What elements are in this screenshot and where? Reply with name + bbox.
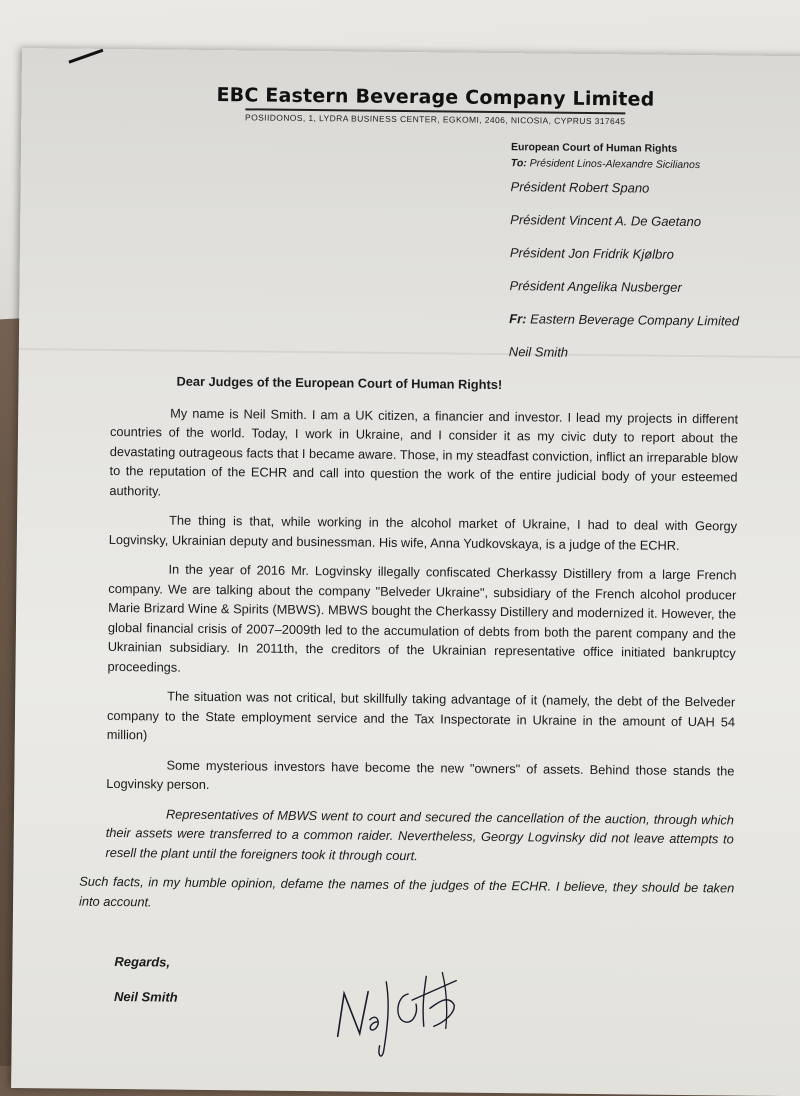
body-paragraph: The situation was not critical, but skillfully taking advantage of it (namely, the debt of the Belveder company to the State employment service and the Tax Inspectorate in Ukraine in the amount of UAH 54 million) xyxy=(106,688,736,743)
company-name: EBC Eastern Beverage Company Limited xyxy=(216,84,655,111)
salutation: Dear Judges of the European Court of Human Rights! xyxy=(176,373,503,393)
sender-line xyxy=(509,311,800,347)
sign-off xyxy=(114,954,178,1005)
recipient-name: Président Angelika Nusberger xyxy=(509,278,682,295)
recipient-court: European Court of Human Rights xyxy=(510,141,678,155)
recipient-to-line xyxy=(511,157,800,182)
pen-dash-mark xyxy=(68,49,103,64)
sender-person: Neil Smith xyxy=(508,344,569,360)
recipient-name: Président Robert Spano xyxy=(510,179,650,196)
company-address: POSIIDONOS, 1, LYDRA BUSINESS CENTER, EGKOMI, 2406, NICOSIA, CYPRUS 317645 xyxy=(245,108,626,126)
handwritten-signature xyxy=(329,941,470,1062)
recipient-name: Président Vincent A. De Gaetano xyxy=(510,212,702,230)
letterhead xyxy=(21,82,800,131)
from-name: Eastern Beverage Company Limited xyxy=(530,311,740,329)
closing-paragraph: Such facts, in my humble opinion, defame the names of the judges of the ECHR. I believe, they should be taken into account. xyxy=(78,873,735,909)
signer-name: Neil Smith xyxy=(113,989,178,1005)
letter-page xyxy=(11,48,800,1096)
recipients-block xyxy=(509,141,800,380)
body-paragraph: The thing is that, while working in the alcohol market of Ukraine, I had to deal with Georgy Logvinsky, Ukrainian deputy and businessman. His wife, Anna Yudkovskaya, is a judge of the ECHR. xyxy=(108,512,738,553)
regards-text: Regards, xyxy=(114,954,171,970)
to-prefix: To: xyxy=(510,157,527,170)
letter-body xyxy=(78,371,739,918)
recipient-name: Président Jon Fridrik Kjølbro xyxy=(509,245,674,262)
body-paragraph: In the year of 2016 Mr. Logvinsky illegally confiscated Cherkassy Distillery from a large French company. We are talking about the company "Belveder Ukraine", subsidiary of the French alcohol producer Marie Brizard Wine & Spirits (MBWS). MBWS bought the Cherkassy Distillery and modernized it. However, the global financial crisis of 2007–2009th led to the accumulation of debts from both the parent company and the Ukrainian subsidiary. In 2011th, the creditors of the Ukrainian representative office initiated bankruptcy proceedings. xyxy=(107,561,737,675)
from-prefix: Fr: xyxy=(509,311,527,327)
body-paragraph: Some mysterious investors have become the new "owners" of assets. Behind those stands the Logvinsky person. xyxy=(106,757,735,793)
to-name: Président Linos-Alexandre Sicilianos xyxy=(529,157,701,172)
body-paragraph: My name is Neil Smith. I am a UK citizen, a financier and investor. I lead my projects in different countries of the world. Today, I work in Ukraine, and I consider it as my civic duty to report about the devastating outrageous facts that I became aware. Those, in my steadfast conviction, inflict an irreparable blow to the reputation of the ECHR and call into question the work of the entire judicial body of your esteemed authority. xyxy=(109,405,739,498)
body-paragraph: Representatives of MBWS went to court and secured the cancellation of the auction, through which their assets were transferred to a common raider. Nevertheless, Georgy Logvinsky did not leave attempts to resell the plant until the foreigners took it through court. xyxy=(105,806,735,863)
